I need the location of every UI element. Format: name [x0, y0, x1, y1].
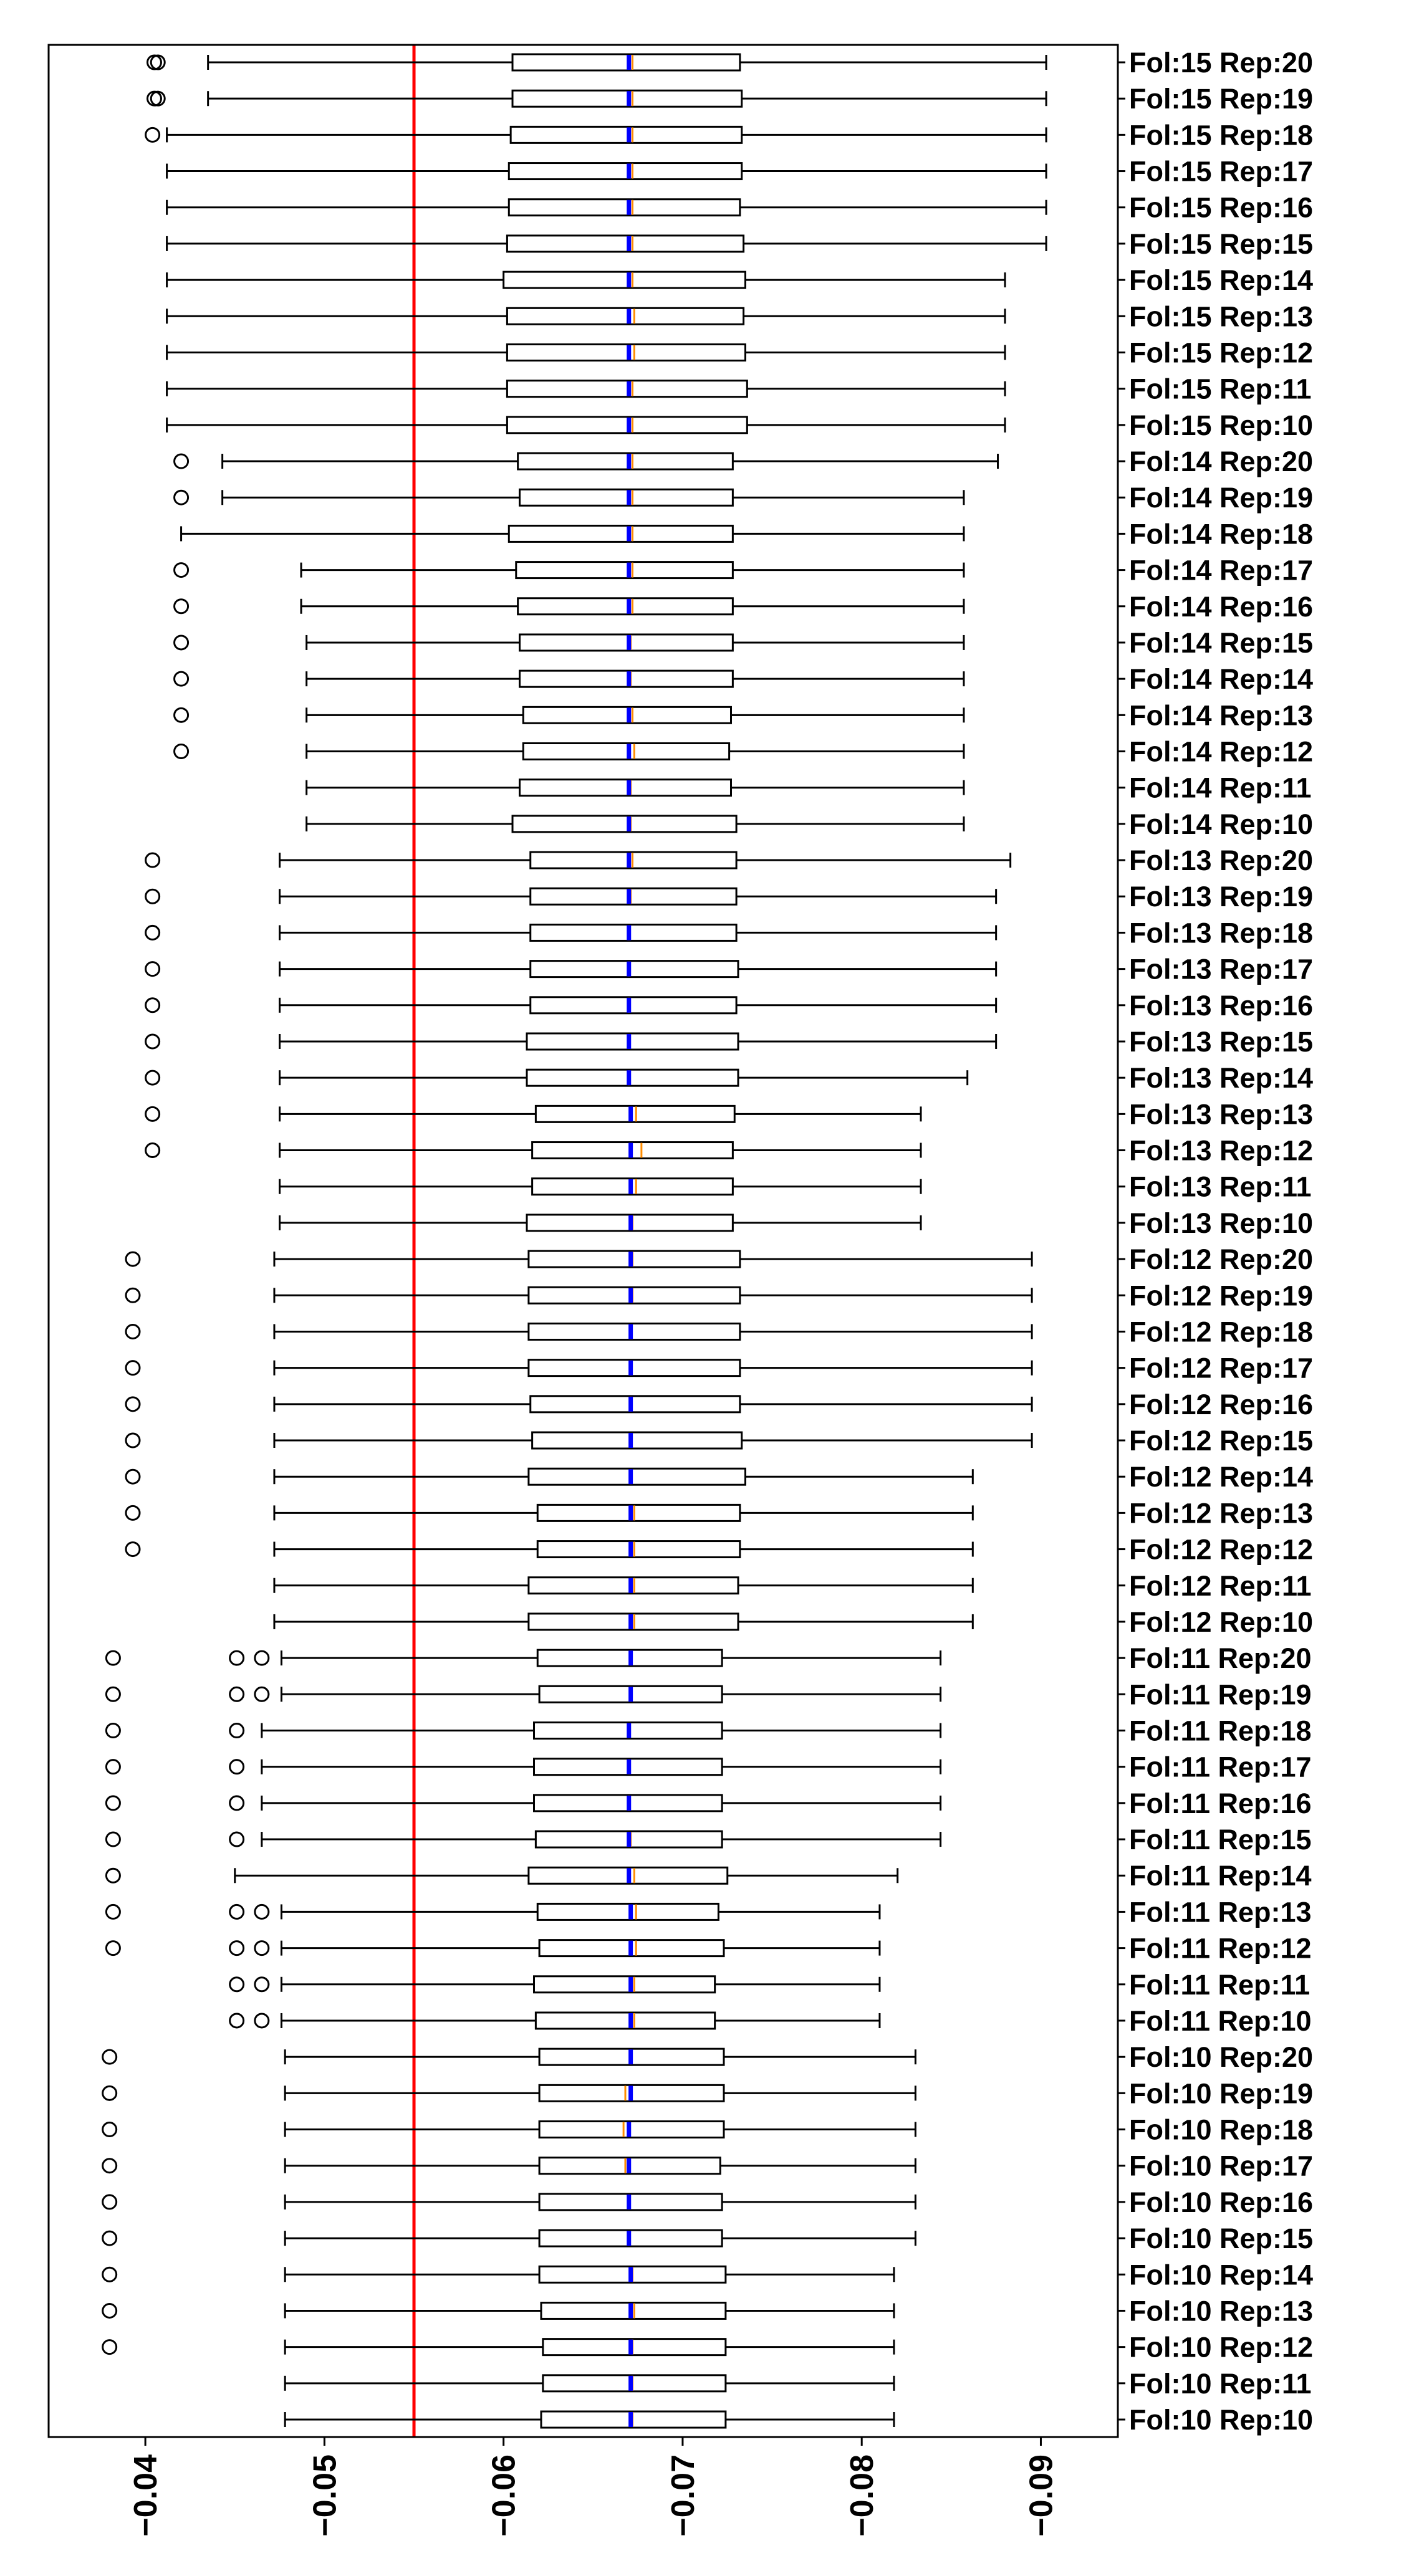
box-iqr — [512, 54, 740, 70]
category-label: Fol:12 Rep:16 — [1129, 1388, 1314, 1420]
category-label: Fol:13 Rep:16 — [1129, 989, 1314, 1022]
category-label: Fol:10 Rep:17 — [1129, 2150, 1314, 2182]
box-iqr — [520, 780, 731, 796]
box-iqr — [527, 1070, 738, 1086]
x-tick-label: −0.04 — [128, 2454, 165, 2537]
category-label: Fol:12 Rep:15 — [1129, 1425, 1314, 1457]
category-label: Fol:14 Rep:17 — [1129, 554, 1314, 587]
category-label: Fol:12 Rep:12 — [1129, 1533, 1314, 1566]
category-label: Fol:10 Rep:14 — [1129, 2259, 1314, 2291]
category-label: Fol:10 Rep:11 — [1129, 2367, 1312, 2400]
box-iqr — [507, 308, 743, 324]
category-label: Fol:15 Rep:20 — [1129, 47, 1314, 79]
category-label: Fol:10 Rep:10 — [1129, 2404, 1314, 2436]
category-label: Fol:15 Rep:16 — [1129, 191, 1314, 224]
box-iqr — [537, 1903, 718, 1920]
category-label: Fol:13 Rep:17 — [1129, 953, 1314, 985]
category-label: Fol:14 Rep:14 — [1129, 663, 1314, 696]
category-label: Fol:10 Rep:12 — [1129, 2331, 1314, 2363]
box-iqr — [536, 2013, 714, 2029]
category-label: Fol:10 Rep:15 — [1129, 2223, 1314, 2255]
category-label: Fol:10 Rep:20 — [1129, 2041, 1314, 2074]
box-iqr — [507, 236, 743, 252]
category-label: Fol:13 Rep:19 — [1129, 881, 1314, 913]
category-label: Fol:12 Rep:17 — [1129, 1352, 1314, 1384]
category-label: Fol:13 Rep:10 — [1129, 1207, 1314, 1239]
box-iqr — [507, 344, 745, 360]
box-iqr — [534, 1976, 715, 1993]
category-label: Fol:11 Rep:20 — [1129, 1642, 1312, 1675]
category-label: Fol:13 Rep:20 — [1129, 845, 1314, 877]
box-iqr — [529, 1468, 746, 1485]
x-tick-label: −0.06 — [486, 2454, 522, 2537]
box-iqr — [520, 634, 733, 651]
box-iqr — [531, 961, 738, 977]
category-label: Fol:15 Rep:10 — [1129, 409, 1314, 441]
category-label: Fol:12 Rep:11 — [1129, 1569, 1312, 1602]
box-iqr — [520, 489, 733, 505]
box-iqr — [509, 199, 740, 216]
category-label: Fol:13 Rep:12 — [1129, 1134, 1314, 1167]
box-iqr — [543, 2375, 726, 2392]
category-label: Fol:14 Rep:18 — [1129, 518, 1314, 550]
box-iqr — [516, 562, 733, 578]
category-label: Fol:11 Rep:14 — [1129, 1860, 1312, 1892]
box-iqr — [529, 1323, 740, 1339]
box-iqr — [523, 744, 729, 760]
category-label: Fol:15 Rep:11 — [1129, 373, 1312, 405]
box-iqr — [539, 2122, 724, 2138]
category-label: Fol:10 Rep:19 — [1129, 2077, 1314, 2110]
category-label: Fol:13 Rep:18 — [1129, 917, 1314, 949]
category-label: Fol:12 Rep:14 — [1129, 1461, 1314, 1493]
box-iqr — [531, 997, 736, 1013]
box-iqr — [531, 1396, 740, 1412]
box-iqr — [512, 816, 736, 832]
category-label: Fol:15 Rep:13 — [1129, 300, 1314, 333]
x-tick-label: −0.09 — [1023, 2454, 1060, 2537]
category-label: Fol:11 Rep:10 — [1129, 2004, 1312, 2037]
category-label: Fol:15 Rep:18 — [1129, 119, 1314, 151]
category-label: Fol:14 Rep:15 — [1129, 626, 1314, 659]
category-label: Fol:15 Rep:15 — [1129, 227, 1314, 260]
category-label: Fol:14 Rep:19 — [1129, 482, 1314, 514]
box-iqr — [518, 598, 733, 615]
box-iqr — [529, 1251, 740, 1267]
category-label: Fol:11 Rep:17 — [1129, 1751, 1312, 1783]
x-tick-label: −0.08 — [844, 2454, 881, 2537]
category-label: Fol:11 Rep:11 — [1129, 1968, 1310, 2001]
category-label: Fol:11 Rep:19 — [1129, 1678, 1312, 1711]
box-iqr — [511, 127, 742, 143]
box-iqr — [531, 888, 736, 904]
category-label: Fol:13 Rep:15 — [1129, 1025, 1314, 1058]
x-tick-label: −0.05 — [307, 2454, 344, 2537]
box-iqr — [537, 1505, 740, 1521]
box-iqr — [509, 163, 741, 180]
category-label: Fol:14 Rep:10 — [1129, 808, 1314, 840]
category-label: Fol:10 Rep:13 — [1129, 2295, 1314, 2327]
category-label: Fol:11 Rep:18 — [1129, 1715, 1312, 1747]
category-label: Fol:12 Rep:10 — [1129, 1606, 1314, 1638]
category-label: Fol:11 Rep:15 — [1129, 1824, 1312, 1856]
category-label: Fol:10 Rep:16 — [1129, 2186, 1314, 2218]
box-iqr — [504, 272, 746, 288]
category-label: Fol:11 Rep:13 — [1129, 1896, 1312, 1928]
box-iqr — [529, 1360, 740, 1376]
category-label: Fol:14 Rep:12 — [1129, 735, 1314, 768]
x-tick-label: −0.07 — [665, 2454, 701, 2537]
category-label: Fol:10 Rep:18 — [1129, 2114, 1314, 2146]
box-iqr — [531, 924, 736, 941]
category-label: Fol:12 Rep:20 — [1129, 1243, 1314, 1276]
category-label: Fol:15 Rep:17 — [1129, 155, 1314, 188]
box-iqr — [543, 2339, 726, 2355]
category-label: Fol:14 Rep:20 — [1129, 446, 1314, 478]
box-iqr — [529, 1287, 740, 1303]
category-label: Fol:13 Rep:11 — [1129, 1171, 1312, 1203]
category-label: Fol:14 Rep:13 — [1129, 699, 1314, 732]
category-label: Fol:13 Rep:14 — [1129, 1062, 1314, 1094]
box-iqr — [509, 525, 733, 542]
category-label: Fol:12 Rep:18 — [1129, 1316, 1314, 1348]
category-label: Fol:12 Rep:19 — [1129, 1280, 1314, 1312]
box-iqr — [537, 1541, 740, 1558]
category-label: Fol:11 Rep:16 — [1129, 1787, 1312, 1819]
category-label: Fol:14 Rep:16 — [1129, 590, 1314, 623]
category-label: Fol:13 Rep:13 — [1129, 1098, 1314, 1131]
box-iqr — [518, 453, 733, 469]
category-label: Fol:12 Rep:13 — [1129, 1497, 1314, 1530]
category-label: Fol:15 Rep:14 — [1129, 264, 1314, 297]
box-iqr — [520, 671, 733, 687]
box-iqr — [532, 1432, 742, 1448]
category-label: Fol:14 Rep:11 — [1129, 772, 1312, 804]
box-iqr — [527, 1033, 738, 1050]
category-label: Fol:11 Rep:12 — [1129, 1932, 1312, 1965]
category-label: Fol:15 Rep:19 — [1129, 83, 1314, 115]
category-label: Fol:15 Rep:12 — [1129, 337, 1314, 369]
